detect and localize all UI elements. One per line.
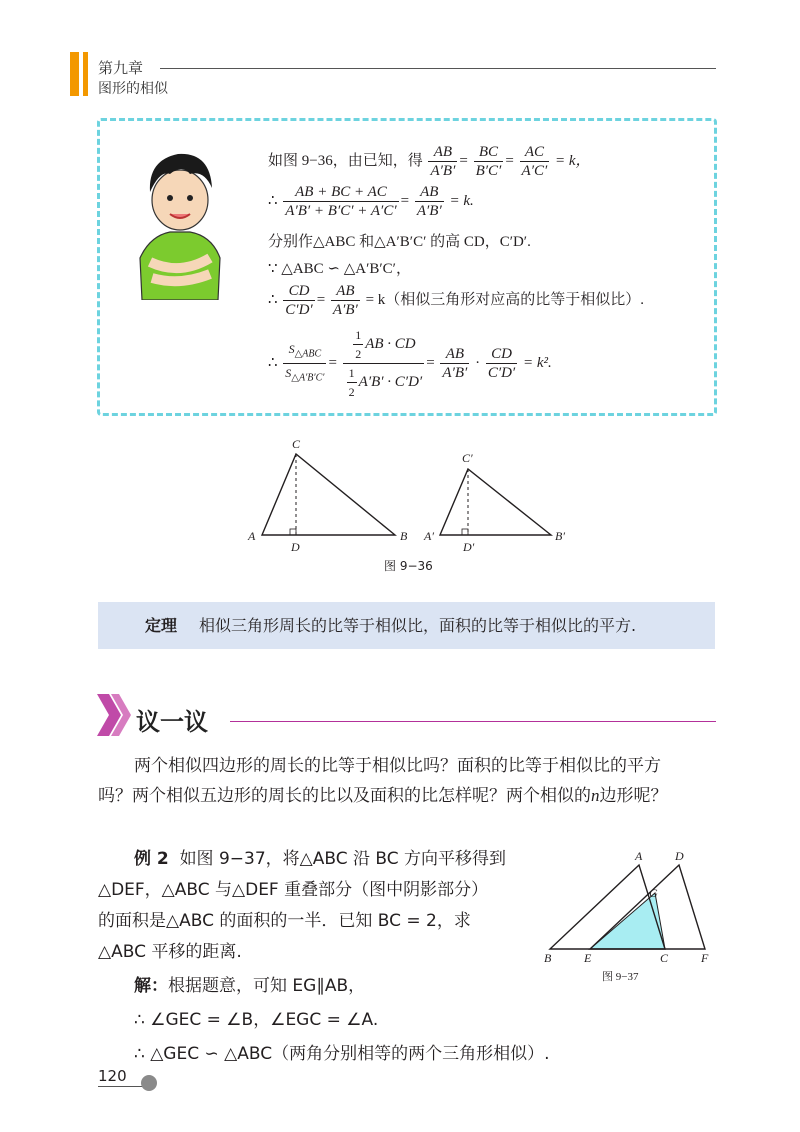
discussion-rule bbox=[230, 721, 716, 722]
fraction-denominator: A′C′ bbox=[521, 163, 548, 179]
label-b: B bbox=[400, 529, 408, 543]
fraction-denominator: B′C′ bbox=[475, 163, 502, 179]
fraction-numerator: CD bbox=[283, 282, 314, 301]
half-numerator: 1 bbox=[347, 364, 357, 383]
chapter-subtitle: 图形的相似 bbox=[98, 81, 168, 97]
half-denominator: 2 bbox=[355, 347, 362, 361]
proof-line-2: ∴ $\frac{AB + BC + AC}{A'B' + B'C' + A'C'}$ = $\frac{AB}{A'B'}$ = k. bbox=[268, 184, 474, 219]
solution-label: 解： bbox=[134, 976, 168, 996]
therefore-symbol: ∴ bbox=[268, 192, 278, 209]
solution-line-1 bbox=[134, 972, 365, 1000]
cartoon-boy-illustration bbox=[130, 140, 230, 300]
label-a-prime: A′ bbox=[424, 529, 434, 543]
solution-line-3: ∴ △GEC ∽ △ABC（两角分别相等的两个三角形相似）. bbox=[134, 1044, 550, 1064]
page-dot-icon bbox=[141, 1075, 157, 1091]
area-subscript: △A′B′C′ bbox=[291, 372, 325, 384]
fraction-numerator: AB bbox=[440, 345, 469, 364]
proof-line-3: 分别作△ABC 和△A′B′C′ 的高 CD，C′D′. bbox=[268, 234, 531, 250]
n-variable: n bbox=[591, 786, 600, 805]
fraction-numerator: AB + BC + AC bbox=[283, 183, 398, 202]
page-number: 120 bbox=[98, 1067, 127, 1085]
figure-9-36-caption: 图 9−36 bbox=[384, 559, 433, 573]
area-subscript: △ABC bbox=[294, 348, 322, 359]
example-line-2: △DEF，△ABC 与△DEF 重叠部分（图中阴影部分） bbox=[98, 880, 489, 900]
theorem-text: 相似三角形周长的比等于相似比，面积的比等于相似比的平方. bbox=[199, 616, 637, 635]
fraction-denominator: A′B′ + B′C′ + A′C′ bbox=[285, 203, 397, 219]
fraction-denominator: A′B′ bbox=[416, 203, 442, 219]
fraction-numerator: CD bbox=[486, 345, 517, 364]
right-angle-mark bbox=[462, 529, 468, 535]
half-denominator: 2 bbox=[348, 385, 355, 399]
area-product-top: AB · CD bbox=[365, 335, 416, 352]
label-b: B bbox=[544, 951, 552, 965]
page-number-rule bbox=[98, 1086, 148, 1087]
right-angle-mark bbox=[290, 529, 296, 535]
label-d: D bbox=[675, 849, 684, 863]
example-line-3: 的面积是△ABC 的面积的一半．已知 BC = 2，求 bbox=[98, 911, 471, 931]
half-numerator: 1 bbox=[353, 326, 363, 345]
discussion-line-2-end: 边形呢？ bbox=[599, 786, 668, 806]
area-symbol: S bbox=[288, 341, 295, 356]
header-accent-bar-thin bbox=[83, 52, 88, 96]
therefore-symbol: ∴ bbox=[268, 354, 278, 371]
fraction-denominator: C′D′ bbox=[487, 365, 516, 381]
fraction-denominator: A′B′ bbox=[442, 365, 468, 381]
proof-line-4: ∵ △ABC ∽ △A′B′C′， bbox=[268, 261, 411, 277]
proof-line-5: ∴ $\frac{CD}{C'D'}$ = $\frac{AB}{A'B'}$ = k（相似三角形对应高的比等于相似比）. bbox=[268, 283, 645, 318]
label-c: C bbox=[292, 438, 301, 451]
triangle-abc bbox=[262, 454, 395, 535]
triangle-a2b2c2 bbox=[440, 469, 551, 535]
fraction-denominator: C′D′ bbox=[285, 302, 313, 318]
label-g: G bbox=[649, 886, 658, 900]
header-accent-bar bbox=[70, 52, 79, 96]
label-b-prime: B′ bbox=[555, 529, 565, 543]
area-symbol: S bbox=[285, 366, 292, 380]
theorem-title: 定理 bbox=[145, 616, 178, 635]
example-line-1 bbox=[134, 845, 506, 873]
figure-9-37-caption: 图 9−37 bbox=[602, 971, 639, 983]
discussion-line-2 bbox=[98, 782, 668, 810]
discussion-line-2-start: 吗？两个相似五边形的周长的比以及面积的比怎样呢？两个相似的 bbox=[98, 786, 591, 806]
solution-line-1-text: 根据题意，可知 EG∥AB， bbox=[168, 976, 366, 996]
label-e: E bbox=[584, 951, 592, 965]
example-line-4: △ABC 平移的距离. bbox=[98, 942, 242, 962]
example-label: 例 2 bbox=[134, 849, 169, 869]
area-product-bottom: A′B′ · C′D′ bbox=[358, 373, 423, 390]
proof-line-1-tail: = k， bbox=[555, 152, 591, 169]
fraction-numerator: BC bbox=[474, 143, 504, 162]
proof-line-6-tail: = k². bbox=[522, 354, 552, 371]
label-a: A bbox=[248, 529, 256, 543]
fraction-denominator: A′B′ bbox=[332, 302, 358, 318]
label-d: D bbox=[291, 540, 300, 554]
discussion-line-1: 两个相似四边形的周长的比等于相似比吗？面积的比等于相似比的平方 bbox=[134, 756, 661, 776]
therefore-symbol: ∴ bbox=[268, 291, 278, 308]
label-d-prime: D′ bbox=[463, 540, 475, 554]
fraction-numerator: AB bbox=[415, 183, 444, 202]
fraction-denominator: A′B′ bbox=[430, 163, 456, 179]
label-a: A bbox=[635, 849, 643, 863]
fraction-numerator: AB bbox=[428, 143, 457, 162]
proof-line-6: ∴ $\frac{S_{\triangle ABC}}{S_{\triangle A'B'C'}}$ = $\frac{1}{2}$ AB · CD $\frac{1}{2}$ A′B′ · C′D′ = $\frac{AB}{A'B'}$ · $\frac{CD}{C'D'}$ = k². bbox=[268, 328, 552, 399]
figure-9-36 bbox=[240, 438, 580, 558]
label-c: C bbox=[660, 951, 669, 965]
header-rule bbox=[160, 68, 716, 69]
discussion-title: 议一议 bbox=[136, 708, 208, 736]
chapter-title: 第九章 bbox=[98, 59, 144, 77]
proof-line-1: 如图 9−36，由已知，得 $\frac{AB}{A'B'}$ = $\frac{BC}{B'C'}$ = $\frac{AC}{A'C'}$ = k， bbox=[268, 144, 591, 179]
example-line-1-text: 如图 9−37，将△ABC 沿 BC 方向平移得到 bbox=[179, 849, 507, 869]
figure-9-37 bbox=[540, 845, 720, 985]
proof-line-5-tail: = k（相似三角形对应高的比等于相似比）. bbox=[365, 291, 645, 308]
fraction-numerator: AB bbox=[331, 282, 360, 301]
fraction-numerator: AC bbox=[520, 143, 550, 162]
solution-line-2: ∴ ∠GEC = ∠B，∠EGC = ∠A. bbox=[134, 1010, 379, 1030]
dot-operator: · bbox=[475, 354, 481, 371]
proof-line-2-tail: = k. bbox=[449, 192, 474, 209]
proof-line-1-prefix: 如图 9−36，由已知，得 bbox=[268, 152, 423, 169]
chevron-arrows-icon bbox=[97, 694, 137, 736]
label-c-prime: C′ bbox=[462, 451, 473, 465]
label-f: F bbox=[701, 951, 709, 965]
